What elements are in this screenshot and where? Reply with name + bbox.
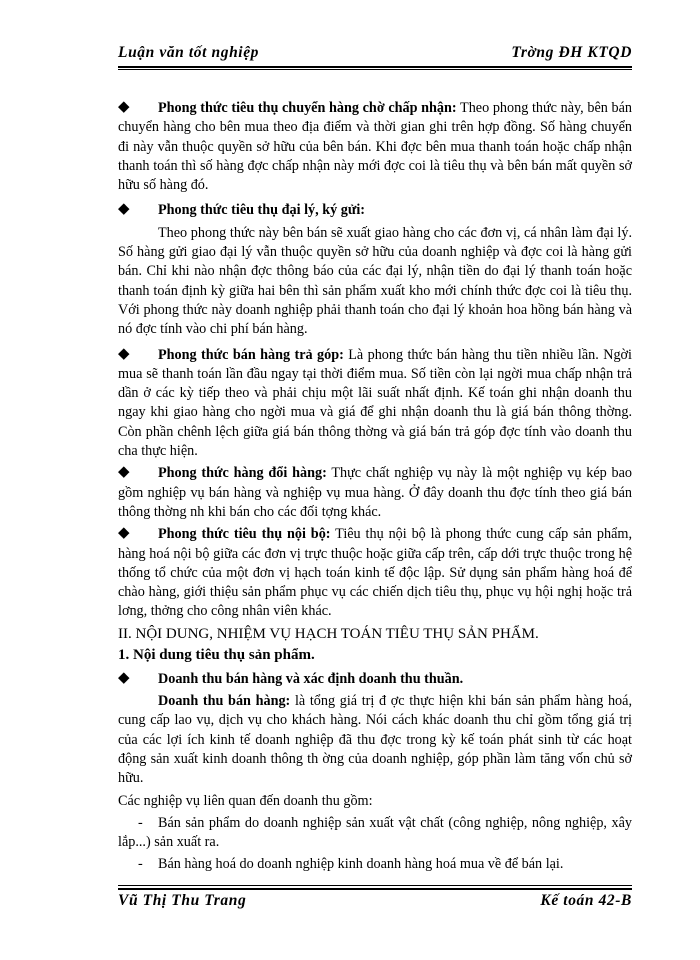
paragraph-barter: [118, 464, 632, 522]
paragraph-installment: [118, 346, 632, 462]
paragraph-title: Phong thức tiêu thụ chuyển hàng chờ chấp nhận:: [158, 100, 457, 116]
header-left: Luận văn tốt nghiệp: [118, 44, 260, 61]
bullet-icon: ◆: [118, 464, 130, 481]
dash-marker: -: [138, 856, 143, 873]
paragraph-related-ops: Các nghiệp vụ liên quan đến doanh thu gồm:: [118, 792, 373, 809]
paragraph-consignment: [118, 99, 632, 195]
bullet-icon: ◆: [118, 99, 130, 115]
footer-left: Vũ Thị Thu Trang: [118, 892, 247, 909]
footer-rule-thin: [118, 885, 632, 886]
paragraph-title: Doanh thu bán hàng:: [158, 693, 291, 710]
bullet-icon: ◆: [118, 201, 130, 218]
list-item-text: Bán sản phẩm do doanh nghiệp sản xuất vật chất (công nghiệp, nông nghiệp, xây lắp...) sản xuất ra.: [118, 814, 632, 851]
footer-rule-thick: [118, 888, 632, 890]
page-header: [118, 44, 632, 66]
header-rule-thin: [118, 69, 632, 70]
bullet-icon: ◆: [118, 525, 130, 542]
paragraph-text: là tổng giá trị đ ợc thực hiện khi bán sản phẩm hàng hoá, cung cấp lao vụ, dịch vụ cho khách hàng. Nói cách khác doanh thu chỉ gồm tổng giá trị của các lợi ích kinh tế doanh nghiệp đã thu đợc trong kỳ kế toán phát sinh từ các hoạt động sản xuất kinh doanh thông th ờng của doanh nghiệp, góp phần làm tăng vốn chủ sở hữu.: [118, 693, 632, 787]
section-heading-1: 1. Nội dung tiêu thụ sản phẩm.: [118, 646, 315, 663]
subheading-revenue: ◆ Doanh thu bán hàng và xác định doanh thu thuần.: [118, 669, 464, 687]
paragraph-text: Thực chất nghiệp vụ này là một nghiệp vụ kép bao gồm nghiệp vụ bán hàng và nghiệp vụ mua hàng. Ở đây doanh thu đợc tính theo giá bán thông thờng nh khi bán cho các đối tợng khác.: [118, 465, 632, 520]
paragraph-title: Phong thức hàng đổi hàng:: [158, 465, 327, 482]
paragraph-agency-title: ◆ Phong thức tiêu thụ đại lý, ký gửi:: [118, 201, 366, 219]
paragraph-text: Theo phong thức này, bên bán chuyển hàng cho bên mua theo địa điểm và thời gian ghi trên hợp đồng. Số hàng chuyển đi này vẫn thuộc quyền sở hữu của bên bán. Khi đợc bên mua thanh toán hoặc chấp nhận thanh toán thì số hàng đợc chấp nhận này mới đợc coi là tiêu thụ và bên bán mất quyền sở hữu số hàng đó.: [118, 100, 632, 194]
document-body: [118, 99, 632, 878]
paragraph-title: Phong thức tiêu thụ nội bộ:: [158, 526, 331, 543]
section-heading-ii: II. NỘI DUNG, NHIỆM VỤ HẠCH TOÁN TIÊU THỤ SẢN PHẨM.: [118, 625, 539, 642]
header-rule-thick: [118, 66, 632, 68]
list-item: [118, 855, 632, 874]
footer-right: Kế toán 42-B: [540, 892, 632, 909]
paragraph-agency-text: Theo phong thức này bên bán sẽ xuất giao hàng cho các đơn vị, cá nhân làm đại lý. Số hàng gửi giao đại lý vẫn thuộc quyền sở hữu của doanh nghiệp và đợc coi là hàng gửi bán. Chỉ khi nào nhận đợc thông báo của các đại lý, nhận tiền do đại lý thanh toán hoặc thanh toán định kỳ giữa hai bên thì sản phẩm xuất kho mới chính thức đợc coi là tiêu thụ. Với phong thức này doanh nghiệp phải thanh toán cho đại lý khoản hoa hồng bán hàng và nó đợc tính vào chi phí bán hàng.: [118, 224, 632, 338]
page-footer: [118, 892, 632, 914]
paragraph-text: Tiêu thụ nội bộ là phong thức cung cấp sản phẩm, hàng hoá nội bộ giữa các đơn vị trực thuộc hoặc giữa cấp trên, cấp dới trực thuộc trong hệ thống tổ chức của một đơn vị hạch toán kinh tế độc lập. Sử dụng sản phẩm hàng hoá để chào hàng, giới thiệu sản phẩm phục vụ các chiến dịch tiêu thụ, phục vụ hội nghị hoặc trả lơng, thởng cho công nhân viên khác.: [118, 526, 632, 620]
header-right: Trờng ĐH KTQD: [511, 44, 632, 61]
paragraph-internal: [118, 525, 632, 621]
list-item: [118, 814, 632, 853]
paragraph-text: Là phong thức bán hàng thu tiền nhiều lần. Ngời mua sẽ thanh toán lần đầu ngay tại thời điểm mua. Số tiền còn lại ngời mua chấp nhận trả dần ở các kỳ tiếp theo và phải chịu một lãi suất nhất định. Kế toán ghi nhận doanh thu ngay khi giao hàng cho ngời mua và giá để ghi nhận doanh thu là giá bán thông thờng. Còn phần chênh lệch giữa giá bán thông thờng và giá bán trả góp đợc tính vào doanh thu cha thực hiện.: [118, 346, 632, 460]
bullet-icon: ◆: [118, 345, 130, 362]
paragraph-revenue: [118, 692, 632, 788]
dash-marker: -: [138, 814, 143, 831]
list-item-text: Bán hàng hoá do doanh nghiệp kinh doanh hàng hoá mua về để bán lại.: [158, 856, 564, 873]
paragraph-title: Phong thức bán hàng trả góp:: [158, 346, 344, 363]
bullet-icon: ◆: [118, 669, 130, 686]
